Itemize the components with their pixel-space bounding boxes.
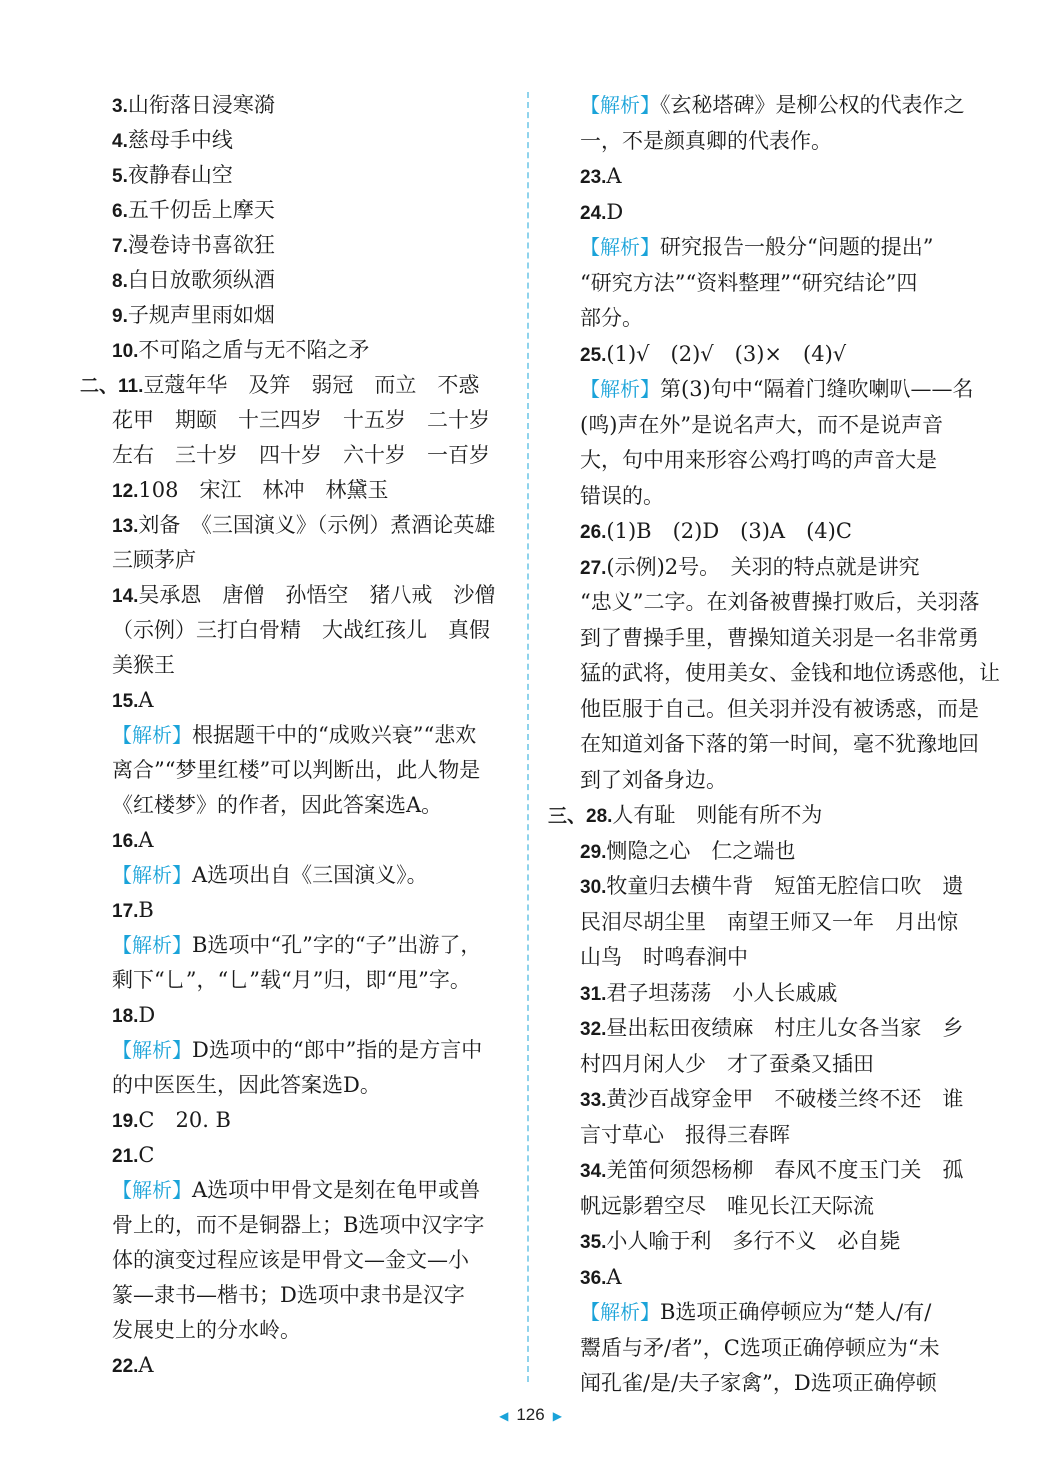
answer-line bbox=[580, 623, 979, 653]
answer-line bbox=[112, 1000, 155, 1030]
item-number: 24. bbox=[580, 202, 607, 224]
line-text: A选项出自《三国演义》。 bbox=[192, 863, 428, 887]
line-text: 五千仞岳上摩天 bbox=[127, 198, 275, 222]
line-text: C bbox=[138, 1143, 155, 1167]
answer-line bbox=[580, 871, 963, 901]
analysis-tag: 【解析】 bbox=[112, 933, 192, 957]
answer-line bbox=[80, 370, 479, 400]
answer-line bbox=[112, 930, 481, 960]
line-text: 花甲 期颐 十三四岁 十五岁 二十岁 bbox=[112, 408, 490, 432]
answer-line bbox=[112, 1175, 480, 1205]
answer-line bbox=[112, 755, 480, 785]
line-text: 骨上的，而不是铜器上；B选项中汉字字 bbox=[112, 1213, 485, 1237]
item-number: 4. bbox=[112, 131, 128, 152]
line-text: 刘备 《三国演义》（示例）煮酒论英雄 bbox=[138, 513, 496, 537]
item-number: 三、28. bbox=[548, 806, 613, 827]
item-number: 15. bbox=[112, 691, 139, 712]
answer-line bbox=[112, 580, 495, 610]
line-text: 黄沙百战穿金甲 不破楼兰终不还 谁 bbox=[606, 1087, 964, 1111]
answer-line bbox=[580, 587, 979, 617]
line-text: （示例）三打白骨精 大战红孩儿 真假 bbox=[112, 618, 490, 642]
analysis-tag: 【解析】 bbox=[112, 1038, 192, 1062]
answer-line bbox=[112, 475, 389, 505]
item-number: 3. bbox=[112, 96, 128, 117]
answer-line bbox=[580, 268, 917, 298]
line-text: 不可陷之盾与无不陷之矛 bbox=[138, 338, 370, 362]
answer-line bbox=[580, 1333, 940, 1363]
line-text: 研究报告一般分“问题的提出” bbox=[660, 235, 934, 259]
line-text: 体的演变过程应该是甲骨文—金文—小 bbox=[112, 1248, 469, 1272]
answer-line bbox=[112, 1245, 469, 1275]
answer-line bbox=[580, 90, 965, 120]
answer-line bbox=[580, 942, 748, 972]
answer-line bbox=[580, 161, 622, 191]
answer-line bbox=[112, 790, 442, 820]
line-text: 君子坦荡荡 小人长戚戚 bbox=[606, 980, 838, 1005]
answer-line bbox=[580, 126, 832, 156]
line-text: 在知道刘备下落的第一时间，毫不犹豫地回 bbox=[580, 732, 979, 756]
item-number: 7. bbox=[112, 236, 128, 257]
answer-line bbox=[580, 339, 846, 369]
line-text: 《红楼梦》的作者，因此答案选A。 bbox=[112, 793, 443, 817]
answer-line bbox=[112, 965, 471, 995]
line-text: 第(3)句中“隔着门缝吹喇叭——名 bbox=[660, 377, 974, 401]
next-triangle-icon: ▶ bbox=[552, 1409, 562, 1423]
column-divider bbox=[527, 92, 529, 1382]
line-text: 篆—隶书—楷书；D选项中隶书是汉字 bbox=[112, 1283, 465, 1307]
line-text: 帆远影碧空尽 唯见长江天际流 bbox=[580, 1193, 874, 1218]
answer-line bbox=[112, 650, 175, 680]
answer-line bbox=[580, 658, 1000, 688]
answer-line bbox=[112, 160, 233, 190]
answer-line bbox=[580, 1368, 937, 1398]
answer-line bbox=[112, 265, 275, 295]
analysis-tag: 【解析】 bbox=[112, 863, 192, 887]
answer-line bbox=[112, 1280, 465, 1310]
line-text: 言寸草心 报得三春晖 bbox=[580, 1122, 790, 1147]
answer-line bbox=[112, 1210, 484, 1240]
answer-line bbox=[112, 125, 233, 155]
answer-line bbox=[112, 615, 490, 645]
item-number: 10. bbox=[112, 341, 139, 362]
line-text: 部分。 bbox=[580, 306, 643, 330]
item-number: 36. bbox=[580, 1267, 607, 1289]
item-number: 9. bbox=[112, 306, 128, 327]
line-text: 豆蔻年华 及笄 弱冠 而立 不惑 bbox=[143, 373, 480, 397]
item-number: 21. bbox=[112, 1146, 139, 1167]
line-text: 错误的。 bbox=[580, 483, 664, 508]
line-text: 三顾茅庐 bbox=[112, 548, 196, 572]
item-number: 8. bbox=[112, 271, 128, 292]
line-text: 108 宋江 林冲 林黛玉 bbox=[138, 478, 389, 502]
answer-line bbox=[112, 1035, 482, 1065]
line-text: A bbox=[606, 1264, 622, 1289]
line-text: D bbox=[138, 1003, 156, 1027]
analysis-tag: 【解析】 bbox=[112, 1178, 192, 1202]
item-number: 23. bbox=[580, 167, 607, 188]
answer-line bbox=[112, 895, 154, 925]
line-text: 村四月闲人少 才了蚕桑又插田 bbox=[580, 1051, 874, 1076]
line-text: 剩下“乚”，“乚”载“月”归，即“甩”字。 bbox=[112, 968, 471, 992]
answer-line bbox=[548, 800, 822, 830]
line-text: 一，不是颜真卿的代表作。 bbox=[580, 128, 832, 153]
answer-line bbox=[580, 1049, 874, 1079]
line-text: 慈母手中线 bbox=[127, 128, 233, 152]
answer-line bbox=[112, 1140, 155, 1170]
answer-line bbox=[112, 335, 369, 365]
item-number: 34. bbox=[580, 1161, 607, 1182]
line-text: B bbox=[138, 898, 154, 922]
line-text: 左右 三十岁 四十岁 六十岁 一百岁 bbox=[112, 443, 490, 467]
line-text: 到了刘备身边。 bbox=[580, 767, 727, 792]
line-text: 羌笛何须怨杨柳 春风不度玉门关 孤 bbox=[606, 1158, 964, 1182]
answer-line bbox=[580, 1191, 874, 1221]
line-text: B选项正确停顿应为“楚人/有/ bbox=[660, 1300, 932, 1324]
line-text: 恻隐之心 仁之端也 bbox=[606, 838, 796, 863]
answer-line bbox=[112, 230, 275, 260]
line-text: 大，句中用来形容公鸡打鸣的声音大是 bbox=[580, 448, 937, 472]
answer-line bbox=[580, 374, 973, 404]
line-text: (示例)2号。 关羽的特点就是讲究 bbox=[606, 554, 920, 579]
answer-line bbox=[580, 1013, 963, 1043]
item-number: 31. bbox=[580, 983, 607, 1005]
line-text: 夜静春山空 bbox=[127, 163, 233, 187]
answer-line bbox=[112, 720, 476, 750]
line-text: A bbox=[138, 688, 154, 712]
line-text: 发展史上的分水岭。 bbox=[112, 1318, 301, 1342]
item-number: 26. bbox=[580, 522, 607, 543]
answer-line bbox=[580, 410, 943, 440]
line-text: (1)√ (2)√ (3)× (4)√ bbox=[606, 341, 847, 366]
answer-line bbox=[580, 232, 933, 262]
answer-line bbox=[112, 1350, 154, 1380]
answer-line bbox=[112, 1315, 301, 1345]
answer-line bbox=[580, 1262, 622, 1292]
answer-line bbox=[112, 440, 490, 470]
line-text: 的中医医生，因此答案选D。 bbox=[112, 1073, 381, 1097]
answer-line bbox=[112, 405, 490, 435]
answer-line bbox=[580, 765, 727, 795]
item-number: 6. bbox=[112, 201, 128, 222]
page-number-bar bbox=[0, 1405, 1061, 1425]
line-text: “研究方法”“资料整理”“研究结论”四 bbox=[580, 270, 918, 295]
answer-line bbox=[580, 907, 958, 937]
analysis-tag: 【解析】 bbox=[580, 1300, 660, 1324]
item-number: 5. bbox=[112, 166, 128, 187]
answer-line bbox=[580, 445, 937, 475]
item-number: 16. bbox=[112, 831, 139, 852]
item-number: 25. bbox=[580, 344, 607, 366]
prev-triangle-icon: ◀ bbox=[499, 1409, 509, 1423]
line-text: A bbox=[138, 828, 154, 852]
answer-line bbox=[580, 1120, 790, 1150]
analysis-tag: 【解析】 bbox=[580, 235, 660, 259]
answer-line bbox=[580, 1226, 900, 1256]
item-number: 12. bbox=[112, 481, 139, 502]
answer-line bbox=[112, 860, 428, 890]
answer-line bbox=[112, 1070, 381, 1100]
item-number: 29. bbox=[580, 841, 607, 863]
line-text: 闻孔雀/是/夫子家禽”，D选项正确停顿 bbox=[580, 1371, 937, 1395]
item-number: 27. bbox=[580, 557, 607, 579]
line-text: 鬻盾与矛/者”，C选项正确停顿应为“未 bbox=[580, 1335, 940, 1360]
line-text: 猛的武将，使用美女、金钱和地位诱惑他，让 bbox=[580, 661, 1000, 685]
item-number: 22. bbox=[112, 1356, 139, 1377]
line-text: 人有耻 则能有所不为 bbox=[612, 803, 823, 827]
line-text: A bbox=[606, 164, 622, 188]
line-text: D bbox=[606, 199, 624, 224]
line-text: 《玄秘塔碑》是柳公权的代表作之 bbox=[660, 93, 965, 117]
line-text: 漫卷诗书喜欲狂 bbox=[127, 233, 275, 257]
line-text: 他臣服于自己。但关羽并没有被诱惑，而是 bbox=[580, 696, 979, 721]
line-text: 子规声里雨如烟 bbox=[127, 303, 275, 327]
answer-line bbox=[112, 545, 196, 575]
line-text: A bbox=[138, 1353, 154, 1377]
item-number: 14. bbox=[112, 586, 139, 607]
line-text: 小人喻于利 多行不义 必自毙 bbox=[606, 1229, 901, 1253]
line-text: 吴承恩 唐僧 孙悟空 猪八戒 沙僧 bbox=[138, 583, 496, 607]
page-number: 126 bbox=[516, 1405, 545, 1424]
answer-line bbox=[112, 1105, 231, 1135]
line-text: 根据题干中的“成败兴衰”“悲欢 bbox=[192, 723, 477, 747]
item-number: 32. bbox=[580, 1019, 607, 1040]
answer-line bbox=[112, 195, 275, 225]
answer-line bbox=[580, 978, 837, 1008]
item-number: 18. bbox=[112, 1006, 139, 1027]
answer-line bbox=[580, 1155, 963, 1185]
line-text: 山鸟 时鸣春涧中 bbox=[580, 945, 748, 969]
line-text: 美猴王 bbox=[112, 653, 175, 677]
line-text: “忠义”二字。在刘备被曹操打败后，关羽落 bbox=[580, 590, 980, 614]
line-text: 昼出耘田夜绩麻 村庄儿女各当家 乡 bbox=[606, 1016, 964, 1040]
item-number: 二、11. bbox=[80, 376, 144, 397]
line-text: 到了曹操手里，曹操知道关羽是一名非常勇 bbox=[580, 625, 979, 650]
line-text: 民泪尽胡尘里 南望王师又一年 月出惊 bbox=[580, 909, 958, 934]
answer-line bbox=[112, 510, 495, 540]
item-number: 30. bbox=[580, 877, 607, 898]
answer-line bbox=[112, 825, 154, 855]
answer-line bbox=[580, 1297, 931, 1327]
item-number: 17. bbox=[112, 901, 139, 922]
answer-line bbox=[580, 694, 979, 724]
answer-line bbox=[580, 552, 920, 582]
answer-line bbox=[112, 90, 275, 120]
line-text: B选项中“孔”字的“子”出游了， bbox=[192, 933, 482, 957]
answer-line bbox=[580, 729, 979, 759]
answer-line bbox=[580, 516, 852, 546]
line-text: (1)B (2)D (3)A (4)C bbox=[606, 519, 852, 543]
answer-line bbox=[112, 300, 275, 330]
analysis-tag: 【解析】 bbox=[580, 93, 660, 117]
item-number: 33. bbox=[580, 1090, 607, 1111]
item-number: 19. bbox=[112, 1111, 139, 1132]
line-text: A选项中甲骨文是刻在龟甲或兽 bbox=[192, 1178, 481, 1202]
line-text: 山衔落日浸寒漪 bbox=[127, 93, 275, 117]
line-text: C 20. B bbox=[138, 1108, 231, 1132]
answer-line bbox=[580, 303, 643, 333]
line-text: D选项中的“郎中”指的是方言中 bbox=[192, 1038, 483, 1062]
analysis-tag: 【解析】 bbox=[112, 723, 192, 747]
line-text: (鸣)声在外”是说名声大，而不是说声音 bbox=[580, 412, 944, 437]
line-text: 牧童归去横牛背 短笛无腔信口吹 遗 bbox=[606, 874, 964, 898]
answer-line bbox=[580, 1084, 963, 1114]
line-text: 白日放歌须纵酒 bbox=[127, 268, 275, 292]
answer-line bbox=[580, 481, 664, 511]
answer-line bbox=[580, 836, 795, 866]
item-number: 13. bbox=[112, 516, 139, 537]
item-number: 35. bbox=[580, 1232, 607, 1253]
answer-line bbox=[112, 685, 154, 715]
analysis-tag: 【解析】 bbox=[580, 377, 660, 401]
answer-line bbox=[580, 197, 623, 227]
line-text: 离合”“梦里红楼”可以判断出，此人物是 bbox=[112, 758, 481, 782]
